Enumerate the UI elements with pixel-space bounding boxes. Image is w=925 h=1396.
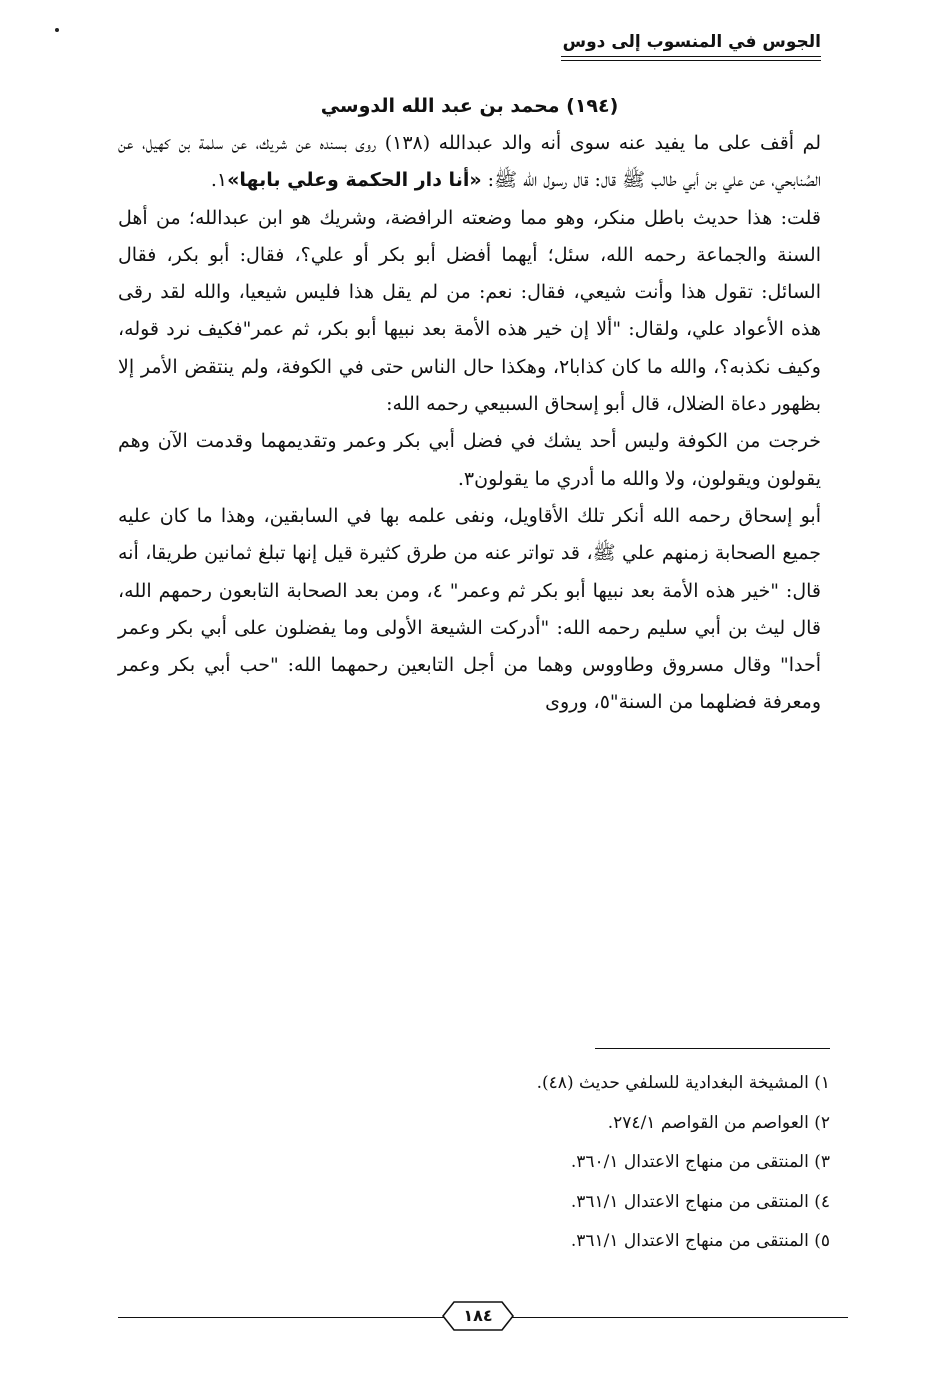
running-header — [561, 32, 821, 61]
page-number-badge — [442, 1301, 514, 1331]
main-text — [118, 88, 821, 722]
entry-heading: (١٩٤) محمد بن عبد الله الدوسي — [320, 95, 619, 117]
paragraph-4: أبو إسحاق رحمه الله أنكر تلك الأقاويل، ونفى علمه بها في السابقين، وهذا ما كان عليه جميع الصحابة زمنهم علي ﷺ، قد تواتر عنه من طرق كثيرة قيل إنها تبلغ ثمانين طريقا، أنه قال: "خير هذه الأمة بعد نبيها أبو بكر ثم وعمر" ٤، ومن بعد الصحابة التابعون رحمهم الله، قال ليث بن أبي سليم رحمه الله: "أدركت الشيعة الأولى وما يفضلون على أبي بكر وعمر أحدا" وقال مسروق وطاووس وهما من أجل التابعين رحمهما الله: "حب أبي بكر وعمر ومعرفة فضلهما من السنة"٥، وروى — [118, 504, 821, 714]
footnotes — [330, 1064, 830, 1262]
paragraph-1-text: لم أقف على ما يفيد عنه سوى أنه والد عبدالله (١٣٨) روى بسنده عن شريك، عن سلمة بن كهيل، عن الصُنابحي، عن علي بن أبي طالب ﷺ قال: قال رسول الله ﷺ: — [118, 132, 822, 192]
footnote-ref-1: ١. — [210, 169, 228, 192]
footnote-item: ٣) المنتقى من منهاج الاعتدال ٣٦٠/١. — [570, 1152, 830, 1172]
footnote-item: ٢) العواصم من القواصم ٢٧٤/١. — [607, 1112, 830, 1133]
header-rule-secondary — [561, 60, 821, 61]
header-rule — [561, 56, 821, 57]
margin-dot — [55, 28, 59, 32]
hadith-quote: «أنا دار الحكمة وعلي بابها» — [227, 169, 482, 192]
paragraph-2: قلت: هذا حديث باطل منكر، وهو مما وضعته الرافضة، وشريك هو ابن عبدالله؛ من أهل السنة والجماعة رحمه الله، سئل؛ أيهما أفضل أبو بكر أو علي؟، فقال: أبو بكر، فقال السائل: تقول هذا وأنت شيعي، فقال: نعم: من لم يقل هذا فليس شيعيا، والله لقد رقى هذه الأعواد علي، ولقال: "ألا إن خير هذه الأمة بعد نبيها أبو بكر، ثم عمر"فكيف نرد قوله، وكيف نكذبه؟، والله ما كان كذابا٢، وهكذا حال الناس حتى في الكوفة، ولم ينتقض الأمر إلا بظهور دعاة الضلال، قال أبو إسحاق السبيعي رحمه الله: — [118, 206, 821, 416]
page-number: ١٨٤ — [463, 1306, 493, 1325]
paragraph-1 — [118, 125, 821, 200]
footnote-item: ٤) المنتقى من منهاج الاعتدال ٣٦١/١. — [570, 1191, 830, 1212]
paragraph-3: خرجت من الكوفة وليس أحد يشك في فضل أبي بكر وعمر وتقديمهما وقدمت الآن وهم يقولون ويقولون، ولا والله ما أدري ما يقولون٣. — [118, 430, 821, 490]
footnote-item: ٥) المنتقى من منهاج الاعتدال ٣٦١/١. — [570, 1231, 830, 1251]
footnote-item: ١) المشيخة البغدادية للسلفي حديث (٤٨). — [536, 1073, 830, 1093]
running-title: الجوس في المنسوب إلى دوس — [562, 32, 821, 52]
footnote-separator — [595, 1048, 830, 1049]
